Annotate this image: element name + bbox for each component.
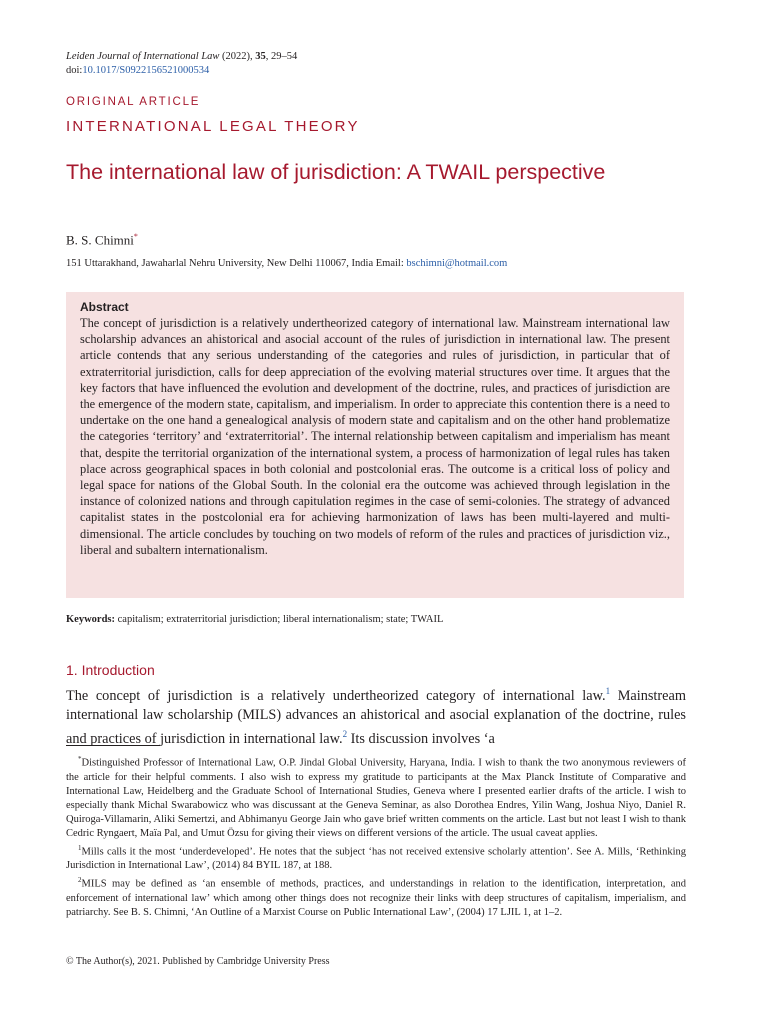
- doi-line: [66, 64, 209, 78]
- author-name: B. S. Chimni: [66, 232, 134, 248]
- journal-pages: , 29–54: [265, 51, 298, 62]
- affiliation: [66, 258, 507, 269]
- introduction-text: [66, 682, 686, 749]
- author-email-link[interactable]: bschimni@hotmail.com: [406, 258, 508, 269]
- footnote-text: Distinguished Professor of International Law, O.P. Jindal Global University, Haryana, India. I wish to thank the two anonymous reviewers of the article for their helpful comments. I also wish to express my gratitude to participants at the Max Planck Institute of Comparative and International Law, Heidelberg and the Graduate School of International Studies, Geneva where I presented earlier drafts of the article. I wish to especially thank Michal Swarabowicz who was discussant at the Geneva Seminar, as also Dorothea Endres, Yilin Wang, Joshua Niyo, Daniel R. Quiroga-Villamarin, Aliki Semertzi, and Abhimanyu George Jain who gave brief written comments on the article. Last but not least I wish to thank Cedric Ryngaert, Maïa Pal, and Umut Özsu for giving their views on different versions of the article. The usual caveat applies.: [66, 757, 686, 839]
- abstract-text: The concept of jurisdiction is a relatively undertheorized category of international law. Mainstream international law scholarship advances an ahistorical and asocial account of the rules of jurisdiction in international law. The present article contends that any serious understanding of the categories and rules of jurisdiction, in particular that of extraterritorial jurisdiction, calls for deep appreciation of the evolving material structures over time. It argues that the key factors that have influenced the evolution and development of the doctrine, rules, and practices of jurisdiction are the emergence of the modern state, capitalism, and imperialism. In order to appreciate this contention there is a need to undertake on the one hand a genealogical analysis of modern state and capitalism and on the other hand problematize the categories ‘territory’ and ‘extraterritorial’. The internal relationship between capitalism and imperialism has meant that, despite the territorial organization of the international system, a process of harmonization of legal rules has taken place across geographical spaces in both colonial and postcolonial eras. The outcome is a critical loss of policy and legal space for nations of the Global South. In the colonial era the outcome was achieved through legislation in the instance of colonized nations and through capitulation regimes in the case of semi-colonies. The strategy of advanced capitalist states in the postcolonial era for achieving harmonization of laws has been multi-layered and multi-dimensional. The article concludes by touching on two models of reform of the rules and practices of jurisdiction viz., liberal and subaltern internationalism.: [80, 316, 670, 557]
- footnotes: [66, 752, 686, 920]
- introduction-heading: 1. Introduction: [66, 662, 155, 678]
- footnote-2: [66, 873, 686, 920]
- footnote-1: [66, 841, 686, 874]
- copyright: © The Author(s), 2021. Published by Cambridge University Press: [66, 956, 330, 967]
- keywords-text: capitalism; extraterritorial jurisdiction; liberal internationalism; state; TWAIL: [115, 614, 444, 625]
- author-footnote-mark[interactable]: *: [133, 232, 138, 241]
- abstract-label: Abstract: [80, 300, 129, 314]
- doi-link[interactable]: 10.1017/S0922156521000534: [82, 65, 210, 76]
- article-type: ORIGINAL ARTICLE: [66, 96, 201, 108]
- author: [66, 232, 138, 248]
- footnote-mark: 2: [78, 876, 82, 884]
- article-title: The international law of jurisdiction: A TWAIL perspective: [66, 160, 606, 184]
- journal-year: (2022),: [219, 51, 256, 62]
- affiliation-text: 151 Uttarakhand, Jawaharlal Nehru University, New Delhi 110067, India Email:: [66, 258, 407, 269]
- journal-name: Leiden Journal of International Law: [66, 51, 220, 62]
- footnote-author: [66, 752, 686, 841]
- intro-text-part3: Its discussion involves ‘a: [347, 730, 495, 747]
- journal-citation: [66, 50, 297, 64]
- journal-volume: 35: [255, 51, 266, 62]
- footnote-mark: 1: [78, 843, 82, 852]
- intro-text-part2: Mainstream international law scholarship (MILS) advances an ahistorical and asocial explanation of the doctrine, rules and practices of jurisdiction in international law.: [66, 687, 686, 747]
- keywords: [66, 614, 684, 625]
- footnote-ref-1[interactable]: 1: [605, 686, 611, 696]
- section-heading: INTERNATIONAL LEGAL THEORY: [66, 118, 360, 135]
- footnote-text: MILS may be defined as ‘an ensemble of methods, practices, and understandings in relation to the identification, interpretation, and enforcement of international law’ which among other things does not recognize their links with deep structures of capitalism, imperialism, and patriarchy. See B. S. Chimni, ‘An Outline of a Marxist Course on Public International Law’, (2004) 17 LJIL 1, at 1–2.: [66, 878, 686, 918]
- doi-prefix: doi:: [66, 65, 83, 76]
- footnote-divider: [66, 745, 160, 746]
- footnote-mark: *: [78, 755, 82, 763]
- abstract-box: [66, 292, 684, 598]
- intro-text-part1: The concept of jurisdiction is a relatively undertheorized category of international law.: [66, 687, 606, 704]
- keywords-label: Keywords:: [66, 614, 115, 625]
- footnote-ref-2[interactable]: 2: [342, 729, 348, 740]
- footnote-text: Mills calls it the most ‘underdeveloped’. He notes that the subject ‘has not received extensive scholarly attention’. See A. Mills, ‘Rethinking Jurisdiction in International Law’, (2014) 84 BYIL 187, at 188.: [66, 846, 686, 871]
